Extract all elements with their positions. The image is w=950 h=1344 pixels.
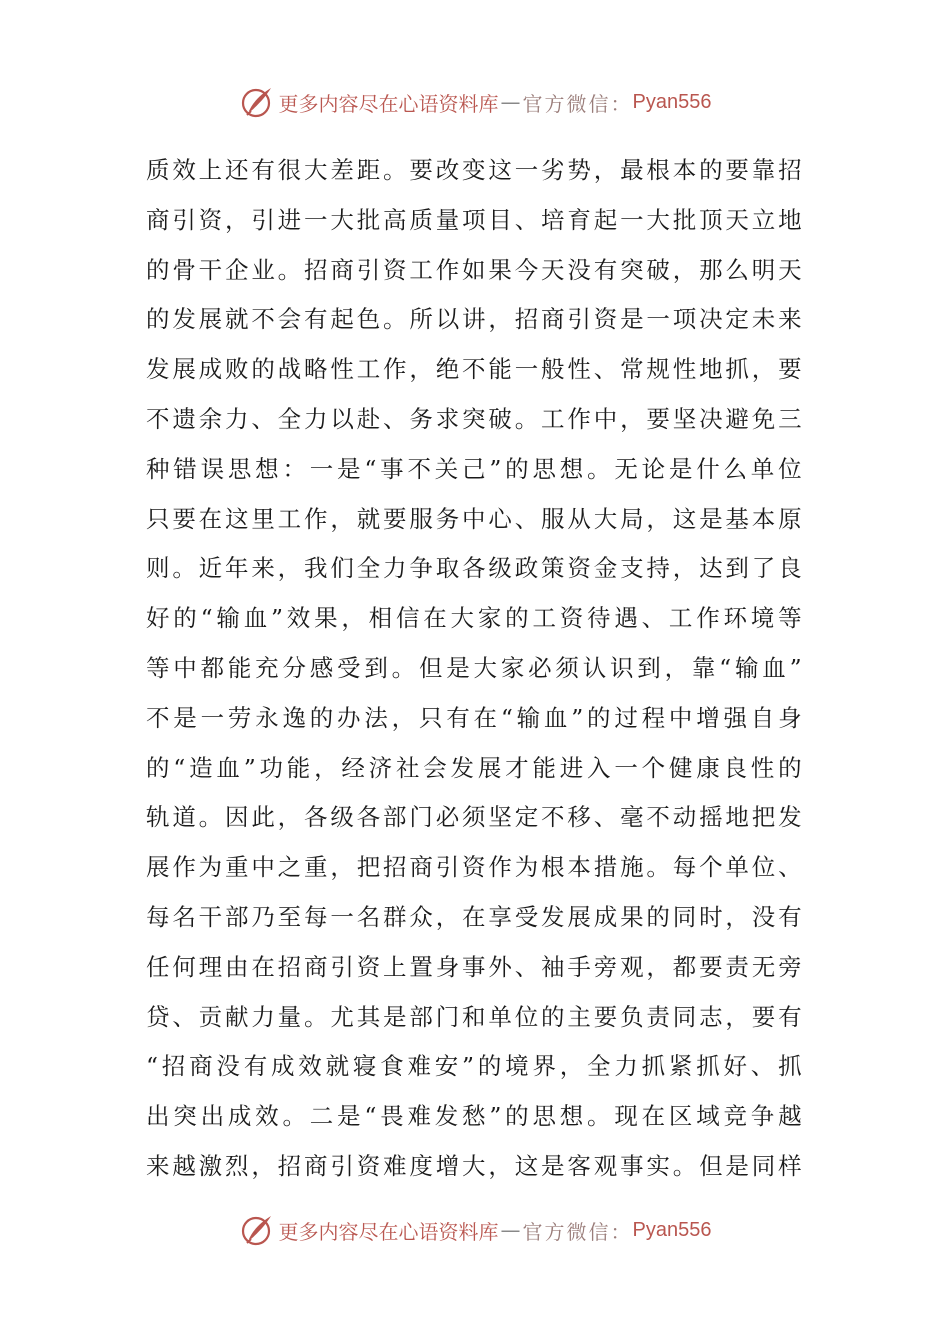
document-body (146, 146, 806, 1192)
body-line: 轨道。因此，各级各部门必须坚定不移、毫不动摇地把发 (146, 803, 804, 832)
body-line: 只要在这里工作，就要服务中心、服从大局，这是基本原 (146, 504, 804, 533)
banner-wechat-handle: Pyan556 (632, 90, 712, 113)
body-line: 任何理由在招商引资上置身事外、袖手旁观，都要责无旁 (146, 952, 804, 981)
body-line: 贷、贡献力量。尤其是部门和单位的主要负责同志，要有 (146, 1002, 804, 1031)
body-line: 不是一劳永逸的办法，只有在“输血”的过程中增强自身 (146, 703, 804, 732)
body-line: 则。近年来，我们全力争取各级政策资金支持，达到了良 (146, 554, 804, 583)
body-line: 的“造血”功能，经济社会发展才能进入一个健康良性的 (146, 753, 804, 782)
header-banner (0, 80, 950, 124)
banner-brand-text: 更多内容尽在心语资料库 (278, 91, 499, 116)
footer-banner (0, 1208, 950, 1252)
banner-separator: — (500, 90, 521, 114)
body-line: 来越激烈，招商引资难度增大，这是客观事实。但是同样 (146, 1151, 804, 1180)
quill-logo-icon (239, 84, 275, 120)
body-line: 等中都能充分感受到。但是大家必须认识到，靠“输血” (146, 653, 804, 682)
body-line: 的发展就不会有起色。所以讲，招商引资是一项决定未来 (146, 305, 804, 334)
body-line: 不遗余力、全力以赴、务求突破。工作中，要坚决避免三 (146, 404, 804, 433)
banner-brand-text: 更多内容尽在心语资料库 (278, 1219, 499, 1244)
body-line: 商引资，引进一大批高质量项目、培育起一大批顶天立地 (146, 205, 804, 234)
body-line: 好的“输血”效果，相信在大家的工资待遇、工作环境等 (146, 604, 804, 633)
body-line: 种错误思想：一是“事不关己”的思想。无论是什么单位 (146, 454, 804, 483)
quill-logo-icon (239, 1212, 275, 1248)
body-line: 的骨干企业。招商引资工作如果今天没有突破，那么明天 (146, 255, 804, 284)
body-line: 每名干部乃至每一名群众，在享受发展成果的同时，没有 (146, 902, 804, 931)
body-line: “招商没有成效就寝食难安”的境界，全力抓紧抓好、抓 (146, 1052, 804, 1081)
body-line: 出突出成效。二是“畏难发愁”的思想。现在区域竞争越 (146, 1102, 804, 1131)
body-line: 发展成败的战略性工作，绝不能一般性、常规性地抓，要 (146, 355, 804, 384)
banner-wechat-label: 官方微信： (522, 1219, 633, 1244)
banner-separator: — (500, 1218, 521, 1242)
body-line: 展作为重中之重，把招商引资作为根本措施。每个单位、 (146, 853, 804, 882)
banner-wechat-handle: Pyan556 (632, 1218, 712, 1241)
body-line: 质效上还有很大差距。要改变这一劣势，最根本的要靠招 (146, 156, 804, 184)
banner-wechat-label: 官方微信： (522, 91, 633, 116)
